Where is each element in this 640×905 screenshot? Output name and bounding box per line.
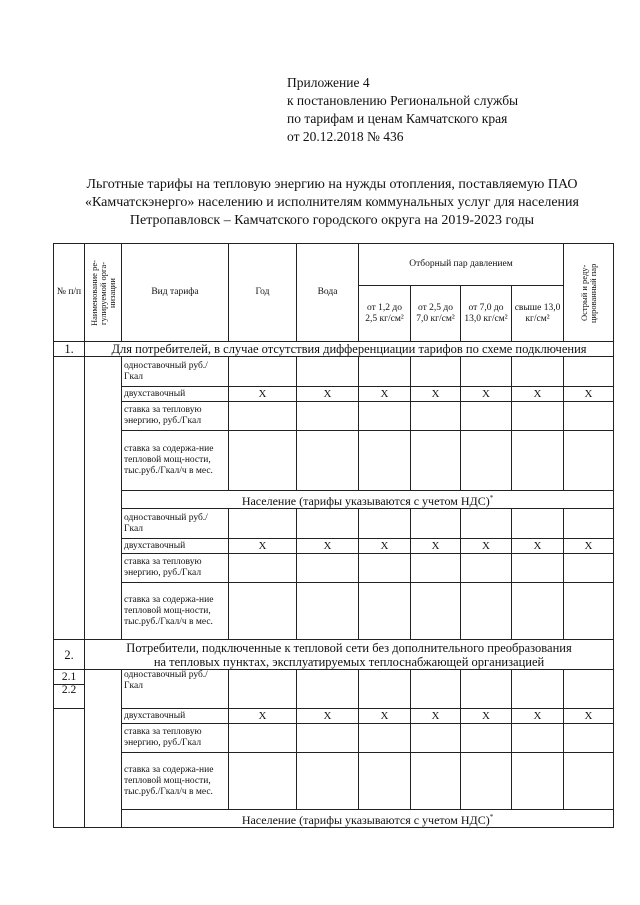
section-row bbox=[54, 342, 614, 357]
header-type: Вид тарифа bbox=[122, 244, 229, 342]
population-note: Население (тарифы указываются с учетом НДС)* bbox=[122, 810, 614, 828]
header-org: Наименование ре-гулируемой орга-низации bbox=[85, 244, 122, 342]
row-label: ставка за тепловую энергию, руб./Гкал bbox=[122, 724, 229, 753]
row-label: ставка за содержа-ние тепловой мощ-ности, тыс.руб./Гкал/ч в мес. bbox=[122, 753, 229, 810]
header-row bbox=[54, 244, 614, 286]
title-line: «Камчатскэнерго» населению и исполнителям коммунальных услуг для населения bbox=[85, 195, 579, 210]
appendix-block bbox=[287, 74, 518, 146]
table-row bbox=[54, 753, 614, 810]
row-label: одноставочный руб./Гкал bbox=[122, 357, 229, 387]
header-p3: от 7,0 до 13,0 кг/см² bbox=[461, 286, 512, 342]
table-row: двухставочный X X X X X X X bbox=[54, 387, 614, 402]
row-label: одноставочный руб./Гкал bbox=[122, 670, 229, 709]
section-title: Потребители, подключенные к тепловой сети без дополнительного преобразования на тепловых пунктах, эксплуатируемых теплоснабжающей организацией bbox=[85, 640, 614, 670]
row-label: ставка за тепловую энергию, руб./Гкал bbox=[122, 554, 229, 583]
header-sharp: Острый и реду-цированный пар bbox=[564, 244, 614, 342]
table-row bbox=[54, 357, 614, 387]
section-num: 2. bbox=[54, 640, 85, 670]
header-steam-group: Отборный пар давлением bbox=[359, 244, 564, 286]
subsection-num: 2.2 bbox=[54, 685, 85, 709]
row-label: одноставочный руб./Гкал bbox=[122, 509, 229, 539]
row-label: двухставочный bbox=[122, 387, 229, 402]
section-num: 1. bbox=[54, 342, 85, 357]
header-year: Год bbox=[229, 244, 297, 342]
population-note: Население (тарифы указываются с учетом НДС)* bbox=[122, 491, 614, 509]
appendix-line: от 20.12.2018 № 436 bbox=[287, 129, 404, 144]
table-row bbox=[54, 724, 614, 753]
subsection-num: 2.1 bbox=[54, 670, 85, 685]
table-row bbox=[54, 402, 614, 431]
appendix-line: по тарифам и ценам Камчатского края bbox=[287, 111, 508, 126]
table-row: двухставочный X X X X X X X bbox=[54, 539, 614, 554]
population-row bbox=[54, 491, 614, 509]
header-num: № п/п bbox=[54, 244, 85, 342]
section-title: Для потребителей, в случае отсутствия дифференциации тарифов по схеме подключения bbox=[85, 342, 614, 357]
title-line: Петропавловск – Камчатского городского округа на 2019-2023 годы bbox=[129, 213, 535, 228]
table-row bbox=[54, 509, 614, 539]
row-label: ставка за содержа-ние тепловой мощ-ности, тыс.руб./Гкал/ч в мес. bbox=[122, 583, 229, 640]
table-row bbox=[54, 583, 614, 640]
row-label: ставка за содержа-ние тепловой мощ-ности, тыс.руб./Гкал/ч в мес. bbox=[122, 431, 229, 491]
tariff-table bbox=[53, 243, 614, 828]
title-line: Льготные тарифы на тепловую энергию на нужды отопления, поставляемую ПАО bbox=[86, 177, 578, 192]
row-label: двухставочный bbox=[122, 539, 229, 554]
header-p1: от 1,2 до 2,5 кг/см² bbox=[359, 286, 411, 342]
table-row: двухставочный X X X X X X X bbox=[54, 709, 614, 724]
appendix-line: к постановлению Региональной службы bbox=[287, 93, 519, 108]
table-row bbox=[54, 431, 614, 491]
appendix-line: Приложение 4 bbox=[287, 75, 370, 90]
section-row bbox=[54, 640, 614, 670]
row-label: двухставочный bbox=[122, 709, 229, 724]
table-row bbox=[54, 670, 614, 685]
header-p4: свыше 13,0 кг/см² bbox=[512, 286, 564, 342]
header-p2: от 2,5 до 7,0 кг/см² bbox=[411, 286, 461, 342]
header-water: Вода bbox=[297, 244, 359, 342]
document-title bbox=[52, 176, 612, 230]
table-row bbox=[54, 554, 614, 583]
population-row bbox=[54, 810, 614, 828]
row-label: ставка за тепловую энергию, руб./Гкал bbox=[122, 402, 229, 431]
